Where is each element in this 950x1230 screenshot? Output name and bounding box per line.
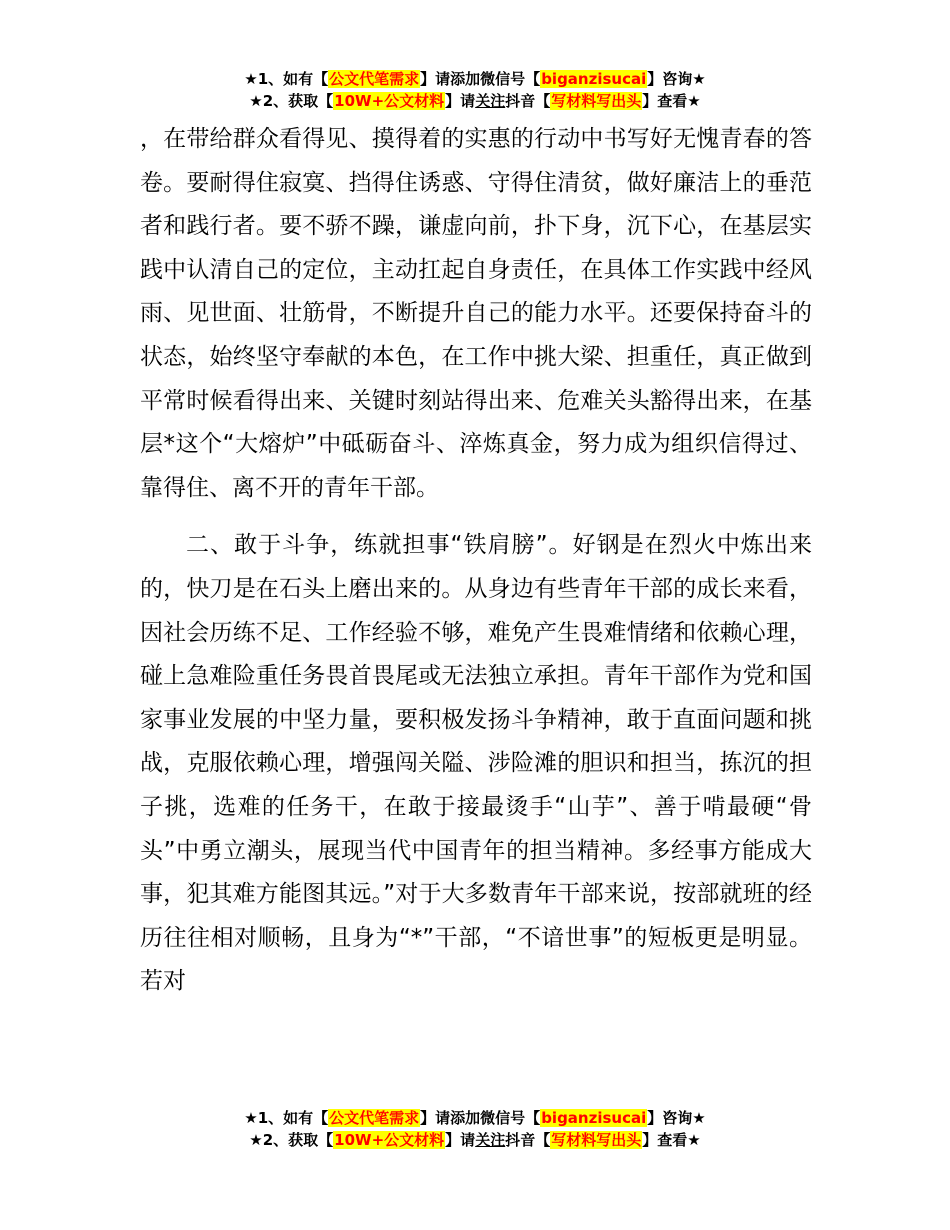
banner-text: 】咨询 [647, 1109, 693, 1127]
banner-line-1 [0, 1107, 950, 1129]
star-icon: ★ [687, 1131, 701, 1149]
star-icon: ★ [244, 70, 258, 88]
banner-text: 2、获取【 [262, 1131, 334, 1149]
highlight-service: 公文代笔需求 [329, 70, 420, 88]
star-icon: ★ [692, 70, 706, 88]
paragraph-section-two: 二、敢于斗争，练就担事“铁肩膀”。好钢是在烈火中炼出来的，快刀是在石头上磨出来的。从身边有些青年干部的成长来看，因社会历练不足、工作经验不够，难免产生畏难情绪和依赖心理，碰上急难险重任务畏首畏尾或无法独立承担。青年干部作为党和国家事业发展的中坚力量，要积极发扬斗争精神，敢于直面问题和挑战，克服依赖心理，增强闯关隘、涉险滩的胆识和担当，拣沉的担子挑，选难的任务干，在敢于接最烫手“山芋”、善于啃最硬“骨头”中勇立潮头，展现当代中国青年的担当精神。多经事方能成大事，犯其难方能图其远。”对于大多数青年干部来说，按部就班的经历往往相对顺畅，且身为“*”干部，“不谙世事”的短板更是明显。若对 [140, 532, 812, 995]
banner-text: 】请 [445, 1131, 476, 1149]
banner-text: 1、如有【 [257, 70, 329, 88]
footer-banner [0, 1107, 950, 1151]
highlight-wechat-id: biganzisucai [541, 1109, 647, 1127]
star-icon: ★ [244, 1109, 258, 1127]
paragraph-continuation: ，在带给群众看得见、摸得着的实惠的行动中书写好无愧青春的答卷。要耐得住寂寞、挡得住诱惑、守得住清贫，做好廉洁上的垂范者和践行者。要不骄不躁，谦虚向前，扑下身，沉下心，在基层实践中认清自己的定位，主动扛起自身责任，在具体工作实践中经风雨、见世面、壮筋骨，不断提升自己的能力水平。还要保持奋斗的状态，始终坚守奉献的本色，在工作中挑大梁、担重任，真正做到平常时候看得出来、关键时刻站得出来、危难关头豁得出来，在基层*这个“大熔炉”中砥砺奋斗、淬炼真金，努力成为组织信得过、靠得住、离不开的青年干部。 [140, 126, 812, 501]
banner-text: 】咨询 [647, 70, 693, 88]
banner-text: 抖音【 [505, 92, 551, 110]
highlight-materials: 10W+公文材料 [334, 92, 445, 110]
star-icon: ★ [692, 1109, 706, 1127]
document-body [140, 118, 812, 1004]
star-icon: ★ [687, 92, 701, 110]
banner-text: 抖音【 [505, 1131, 551, 1149]
banner-text: 】请添加微信号【 [420, 1109, 541, 1127]
highlight-service: 公文代笔需求 [329, 1109, 420, 1127]
highlight-wechat-id: biganzisucai [541, 70, 647, 88]
banner-text: 】查看 [642, 92, 688, 110]
banner-text: 】请添加微信号【 [420, 70, 541, 88]
underlined-follow: 关注 [475, 92, 506, 110]
highlight-account: 写材料写出头 [551, 92, 642, 110]
header-banner [0, 68, 950, 112]
banner-text: 】查看 [642, 1131, 688, 1149]
banner-line-2 [0, 1129, 950, 1151]
banner-line-1 [0, 68, 950, 90]
star-icon: ★ [249, 1131, 263, 1149]
banner-line-2 [0, 90, 950, 112]
star-icon: ★ [249, 92, 263, 110]
banner-text: 2、获取【 [262, 92, 334, 110]
highlight-materials: 10W+公文材料 [334, 1131, 445, 1149]
highlight-account: 写材料写出头 [551, 1131, 642, 1149]
banner-text: 】请 [445, 92, 476, 110]
banner-text: 1、如有【 [257, 1109, 329, 1127]
underlined-follow: 关注 [475, 1131, 506, 1149]
